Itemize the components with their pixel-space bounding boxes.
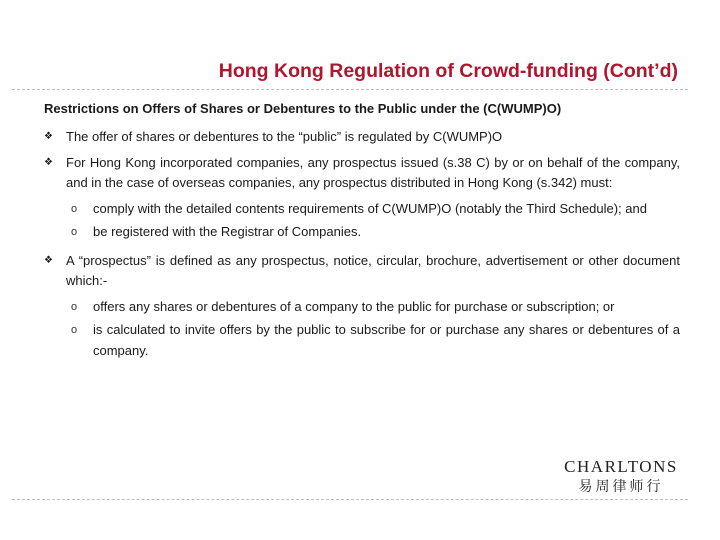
logo-name: CHARLTONS <box>564 457 678 476</box>
bullet-item <box>44 153 680 194</box>
charltons-logo <box>560 457 682 497</box>
sub-bullet-item <box>44 199 680 220</box>
bullet-list <box>44 127 680 364</box>
section-heading: Restrictions on Offers of Shares or Debentures to the Public under the (C(WUMP)O) <box>44 101 562 116</box>
circle-bullet-icon: o <box>71 300 78 313</box>
sub-bullet-item <box>44 297 680 318</box>
page-title: Hong Kong Regulation of Crowd-funding (Cont’d) <box>218 60 678 82</box>
circle-bullet-icon: o <box>71 226 78 238</box>
sub-bullet-text: be registered with the Registrar of Companies. <box>93 224 362 239</box>
sub-bullet-item <box>44 320 680 361</box>
sub-bullet-text: offers any shares or debentures of a company to the public for purchase or subscription; or <box>93 298 615 314</box>
sub-bullet-text: is calculated to invite offers by the public to subscribe for or purchase any shares or debentures of a company. <box>93 322 680 358</box>
bullet-icon: ❖ <box>44 131 53 142</box>
bullet-text: A “prospectus” is defined as any prospectus, notice, circular, brochure, advertisement or other document which:- <box>66 252 680 288</box>
circle-bullet-icon: o <box>71 202 78 215</box>
sub-bullet-item <box>44 222 680 243</box>
bullet-item <box>44 251 680 292</box>
bullet-text: For Hong Kong incorporated companies, any prospectus issued (s.38 C) by or on behalf of the company, and in the case of overseas companies, any prospectus distributed in Hong Kong (s.342) must: <box>66 154 680 190</box>
bullet-icon: ❖ <box>44 156 53 168</box>
circle-bullet-icon: o <box>71 324 78 336</box>
sub-bullet-text: comply with the detailed contents requirements of C(WUMP)O (notably the Third Schedule); and <box>93 200 647 216</box>
bullet-text: The offer of shares or debentures to the “public” is regulated by C(WUMP)O <box>66 129 503 144</box>
top-divider <box>12 89 688 90</box>
bottom-divider <box>12 499 688 500</box>
logo-chinese-name: 易周律师行 <box>578 479 664 495</box>
bullet-icon: ❖ <box>44 254 53 266</box>
bullet-item <box>44 127 680 148</box>
